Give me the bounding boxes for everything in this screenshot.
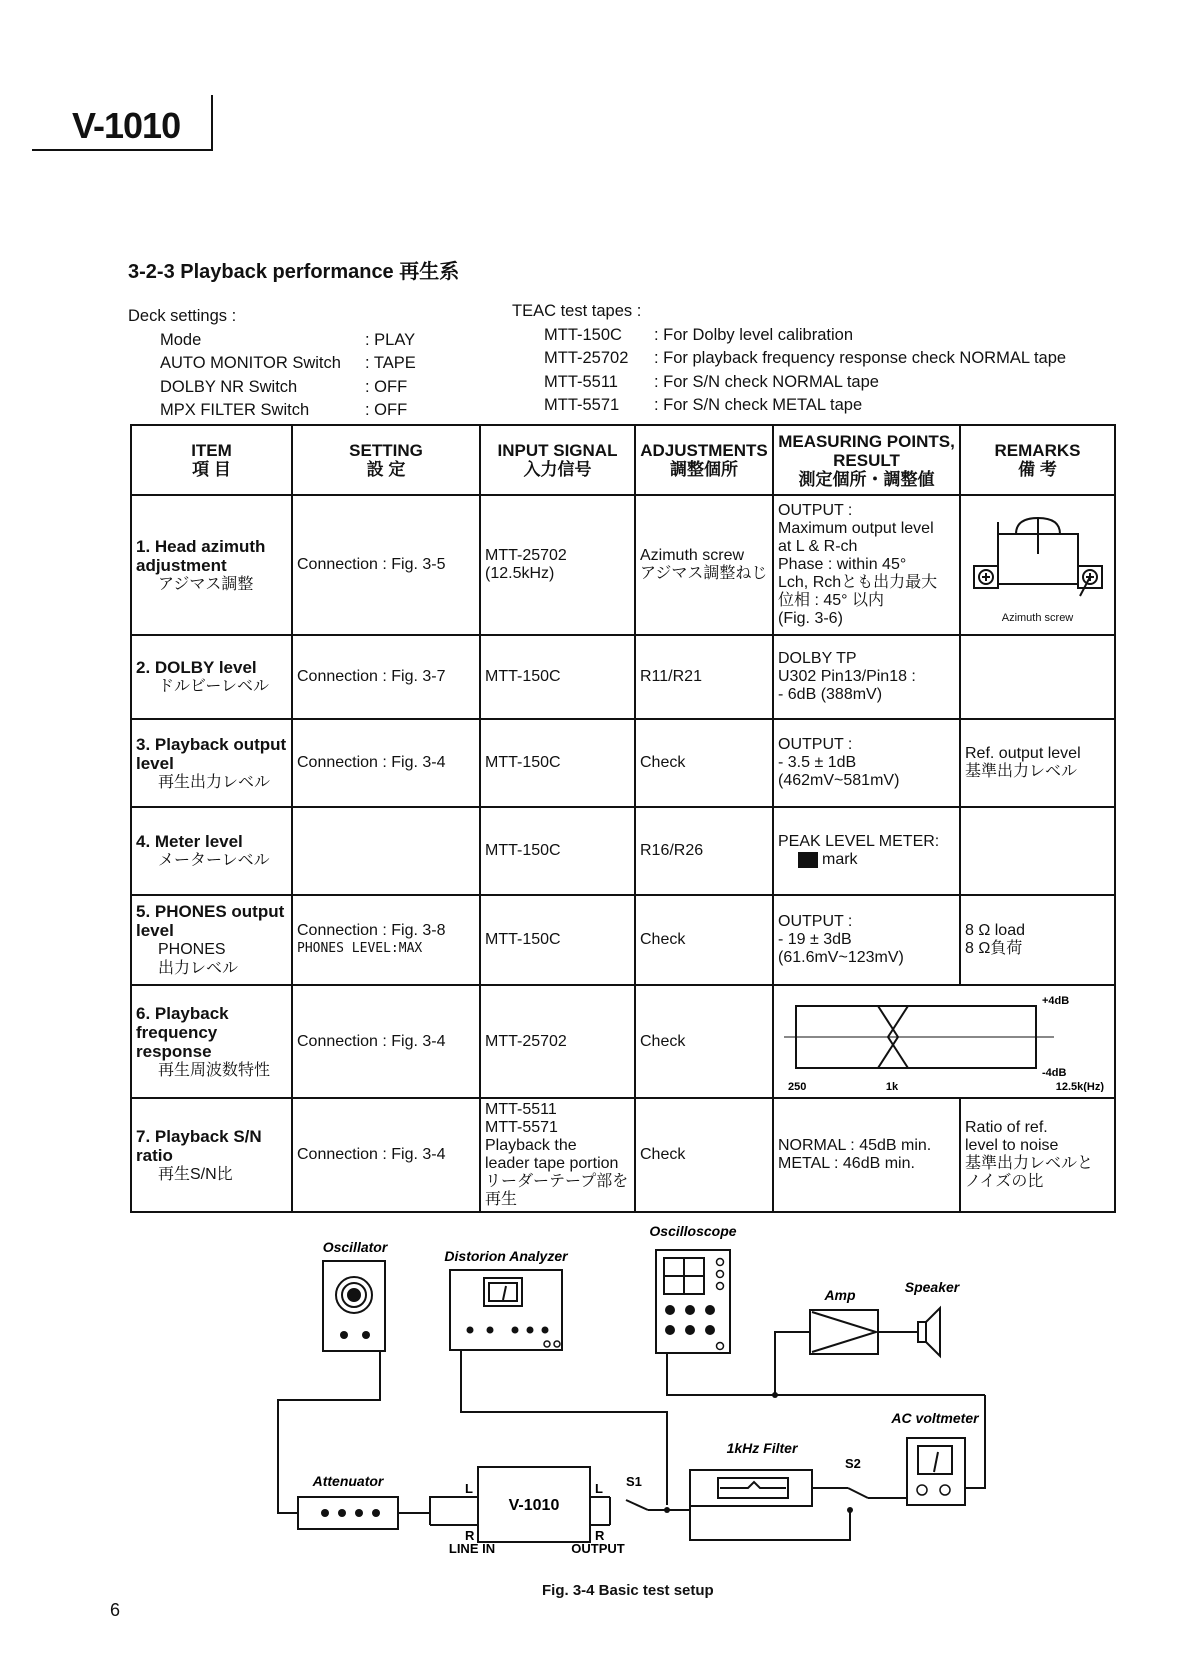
tape-desc: : For playback frequency response check NORMAL tape	[654, 349, 1067, 367]
header-adjustments: ADJUSTMENTS 調整個所	[635, 425, 773, 495]
adjustment-text: R16/R26	[640, 842, 704, 859]
input-signal-text: MTT-150C	[485, 754, 561, 771]
ac-voltmeter-box	[907, 1438, 965, 1505]
oscilloscope-label: Oscilloscope	[649, 1223, 737, 1239]
in-l-label: L	[465, 1481, 473, 1496]
line-in-label: LINE IN	[448, 1541, 496, 1556]
speaker-label: Speaker	[904, 1279, 960, 1295]
item-jp: 再生出力レベル	[158, 773, 271, 791]
graph-x-label: 250	[788, 1081, 807, 1092]
measuring-text: OUTPUT : - 3.5 ± 1dB (462mV~581mV)	[778, 736, 900, 789]
item-name: 1. Head azimuth adjustment	[136, 536, 266, 575]
item-jp: PHONES 出力レベル	[158, 941, 239, 977]
measuring-text: PEAK LEVEL METER:	[778, 833, 940, 850]
remarks-text: Ratio of ref. level to noise 基準出力レベルと ノイズの比	[965, 1119, 1094, 1190]
attenuator-label: Attenuator	[312, 1473, 384, 1489]
figure-caption: Fig. 3-4 Basic test setup	[542, 1582, 714, 1599]
item-jp: 再生周波数特性	[158, 1061, 271, 1079]
device-label: V-1010	[508, 1497, 560, 1514]
item-name: 5. PHONES output level	[136, 902, 285, 940]
tape-code: MTT-5571	[544, 396, 620, 414]
header-setting: SETTING 設 定	[292, 425, 480, 495]
remarks-text: Ref. output level 基準出力レベル	[965, 745, 1081, 780]
model-title: V-1010	[72, 105, 181, 146]
adjustment-text: Check	[640, 1032, 686, 1050]
deck-setting-label: Mode	[160, 330, 202, 349]
item-jp: ドルビーレベル	[158, 678, 270, 695]
item-jp: 再生S/N比	[158, 1165, 233, 1183]
setting-text: Connection : Fig. 3-4	[297, 1146, 446, 1163]
setting-text: Connection : Fig. 3-8	[297, 922, 446, 939]
deck-setting-value: : OFF	[365, 377, 408, 396]
distortion-analyzer-label: Distorion Analyzer	[444, 1248, 568, 1264]
in-r-label: R	[465, 1528, 475, 1543]
header-remarks: REMARKS 備 考	[960, 425, 1115, 495]
item-name: 4. Meter level	[136, 832, 243, 851]
deck-setting-label: AUTO MONITOR Switch	[160, 354, 341, 372]
measuring-text: OUTPUT : - 19 ± 3dB (61.6mV~123mV)	[778, 913, 904, 966]
input-signal-text: MTT-150C	[485, 668, 561, 685]
header-measuring: MEASURING POINTS, RESULT 測定個所・調整値	[773, 425, 960, 495]
item-jp: メーターレベル	[158, 852, 270, 869]
tape-code: MTT-5511	[544, 372, 618, 391]
section-title: 3-2-3 Playback performance 再生系	[128, 261, 460, 283]
filter-label: 1kHz Filter	[726, 1440, 798, 1456]
measuring-text: DOLBY TP U302 Pin13/Pin18 : - 6dB (388mV)	[778, 650, 916, 703]
item-jp: アジマス調整	[158, 575, 254, 593]
dolby-mark-text: mark	[822, 851, 858, 868]
measuring-text: OUTPUT : Maximum output level at L & R-ch Phase : within 45° Lch, Rchとも出力最大 位相 : 45° 以内 (Fig. 3-6)	[778, 502, 938, 627]
filter-box	[690, 1470, 812, 1506]
adjustment-text: R11/R21	[640, 668, 702, 685]
item-name: 2. DOLBY level	[136, 658, 257, 677]
setting-text: Connection : Fig. 3-4	[297, 754, 446, 771]
page-number: 6	[110, 1600, 121, 1620]
graph-upper-label: +4dB	[1042, 995, 1070, 1007]
deck-setting-label: DOLBY NR Switch	[160, 377, 298, 396]
deck-setting-label: MPX FILTER Switch	[160, 401, 310, 419]
adjustment-text: Check	[640, 754, 686, 771]
item-name: 3. Playback output level	[136, 734, 287, 773]
adjustment-text: Azimuth screw アジマス調整ねじ	[640, 547, 768, 582]
deck-settings-title: Deck settings :	[128, 307, 237, 325]
adjustment-text: Check	[640, 1146, 686, 1163]
deck-setting-value: : OFF	[365, 401, 408, 419]
deck-setting-value: : PLAY	[365, 330, 416, 349]
input-signal-text: MTT-25702	[485, 1032, 567, 1050]
deck-setting-value: : TAPE	[365, 354, 416, 372]
header-item: ITEM 項 目	[131, 425, 292, 495]
tape-code: MTT-25702	[544, 349, 629, 367]
output-label: OUTPUT	[571, 1541, 625, 1556]
setting-extra: PHONES LEVEL:MAX	[297, 941, 423, 956]
out-l-label: L	[595, 1481, 603, 1496]
tape-desc: : For S/N check NORMAL tape	[654, 372, 879, 391]
input-signal-text: MTT-150C	[485, 842, 561, 859]
s1-label: S1	[626, 1474, 642, 1489]
remarks-text: 8 Ω load 8 Ω負荷	[965, 922, 1025, 957]
item-name: 6. Playback frequency response	[136, 1003, 229, 1061]
item-name: 7. Playback S/N ratio	[136, 1126, 262, 1165]
input-signal-text: MTT-5511 MTT-5571 Playback the leader tape portion リーダーテープ部を 再生	[485, 1101, 629, 1208]
out-r-label: R	[595, 1528, 605, 1543]
attenuator-box	[298, 1497, 398, 1529]
header-input-signal: INPUT SIGNAL 入力信号	[480, 425, 635, 495]
azimuth-screw-caption: Azimuth screw	[1001, 611, 1074, 624]
tape-desc: : For S/N check METAL tape	[654, 396, 863, 414]
ac-voltmeter-label: AC voltmeter	[891, 1410, 979, 1426]
graph-x-label: 1k	[885, 1081, 899, 1092]
speaker-icon	[918, 1322, 926, 1342]
input-signal-text: MTT-150C	[485, 931, 561, 948]
tape-desc: : For Dolby level calibration	[654, 325, 853, 344]
input-signal-text: MTT-25702 (12.5kHz)	[485, 547, 567, 582]
setting-text: Connection : Fig. 3-7	[297, 668, 446, 685]
graph-x-label: 12.5k(Hz)	[1055, 1081, 1104, 1092]
s2-label: S2	[845, 1456, 861, 1471]
test-tapes-title: TEAC test tapes :	[512, 302, 642, 320]
measuring-text: NORMAL : 45dB min. METAL : 46dB min.	[778, 1137, 932, 1172]
oscillator-label: Oscillator	[322, 1239, 388, 1255]
amp-box	[810, 1310, 878, 1354]
graph-lower-label: -4dB	[1042, 1067, 1067, 1079]
setting-text: Connection : Fig. 3-4	[297, 1032, 446, 1050]
setting-text: Connection : Fig. 3-5	[297, 556, 446, 573]
tape-code: MTT-150C	[544, 325, 622, 344]
adjustment-text: Check	[640, 931, 686, 948]
amp-label: Amp	[824, 1287, 856, 1303]
